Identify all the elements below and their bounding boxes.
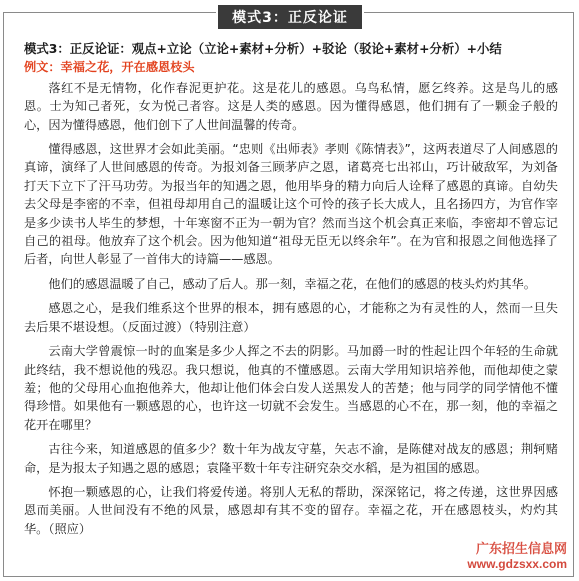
paragraph-5: 云南大学曾震惊一时的血案是多少人挥之不去的阴影。马加爵一时的性起让四个年轻的生命就此终结，我不想说他的残忍。我只想说，他真的不懂感恩。云南大学用知识培养他，而他却使之蒙羞；他的父母用心血抱他养大，他却让他们体会白发人送黑发人的苦楚；他与同学的同学情他不懂得珍惜。如果他有一颗感恩的心，也许这一切就不会发生。当感恩的心不在，那一刻，他的幸福之花开在哪里？ bbox=[24, 344, 558, 432]
paragraph-7: 怀抱一颗感恩的心，让我们将爱传递。将别人无私的帮助，深深铭记，将之传递，这世界因感恩而美丽。人世间没有不绝的风景，感恩却有其不变的留存。幸福之花，开在感恩枝头，灼灼其华。（照应） bbox=[24, 484, 558, 536]
paragraph-2: 懂得感恩，这世界才会如此美丽。“忠则《出师表》孝则《陈情表》”，这两表道尽了人间感恩的真谛，演绎了人世间感恩的传奇。为报刘备三顾茅庐之恩，诸葛亮七出祁山，巧计破敌军，为刘备打天下立下了汗马功劳。为报当年的知遇之恩，他用毕身的精力向后人诠释了感恩的真谛。自幼失去父母是李密的不幸，但祖母却用自己的温暖让这个可怜的孩子长大成人，且名扬四方，为官作宰是多少读书人毕生的梦想，十年寒窗不正为一朝为官？然而当这个机会真正来临，李密却不曾忘记自己的祖母。他放弃了这个机会。因为他知道“祖母无臣无以终余年”。在为官和报恩之间他选择了后者，向世人彰显了一首伟大的诗篇——感恩。 bbox=[24, 142, 558, 267]
watermark-url: www.gdzsxx.com bbox=[467, 557, 567, 571]
section-header-tab bbox=[216, 3, 364, 31]
section-title: 模式3：正反论证 bbox=[232, 10, 348, 26]
article-body bbox=[24, 40, 558, 544]
example-title: 例文：幸福之花，开在感恩枝头 bbox=[24, 60, 195, 75]
mode-heading: 模式3：正反论证：观点+立论（立论+素材+分析）+驳论（驳论+素材+分析）+小结 bbox=[24, 41, 502, 56]
watermark-name: 广东招生信息网 bbox=[475, 542, 567, 557]
paragraph-6: 古往今来，知道感恩的值多少？数十年为战友守墓，矢志不渝，是陈健对战友的感恩；荆轲赌命，是为报太子知遇之恩的感恩；袁隆平数十年专注研究杂交水稻，是为祖国的感恩。 bbox=[24, 442, 558, 475]
paragraph-3: 他们的感恩温暖了自己，感动了后人。那一刻，幸福之花，在他们的感恩的枝头灼灼其华。 bbox=[48, 276, 536, 291]
paragraph-1: 落红不是无情物，化作春泥更护花。这是花儿的感恩。乌鸟私情，愿乞终养。这是鸟儿的感恩。士为知己者死，女为悦己者容。这是人类的感恩。因为懂得感恩，他们拥有了一颗金子般的心，因为懂得感恩，他们创下了人世间温馨的传奇。 bbox=[24, 80, 558, 132]
paragraph-4: 感恩之心，是我们维系这个世界的根本，拥有感恩的心，才能称之为有灵性的人，然而一旦失去后果不堪设想。（反面过渡）（特别注意） bbox=[24, 301, 558, 334]
